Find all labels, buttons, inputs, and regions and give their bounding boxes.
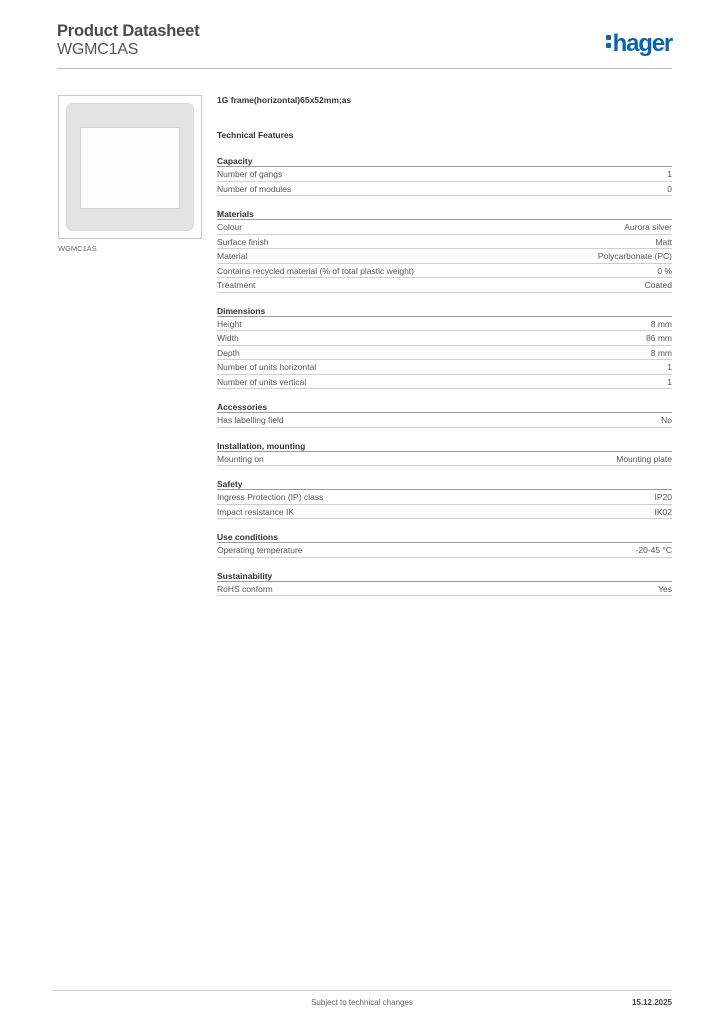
table-row [217, 235, 672, 250]
section-title: Sustainability [217, 571, 672, 582]
table-row [217, 264, 672, 279]
section-title: Safety [217, 479, 672, 490]
row-label: Colour [217, 222, 243, 232]
table-row [217, 182, 672, 197]
footer-divider [52, 990, 672, 991]
row-value: Polycarbonate (PC) [597, 251, 672, 261]
table-row [217, 331, 672, 346]
row-label: Height [217, 318, 242, 329]
feature-section [217, 441, 672, 467]
row-value: 0 [667, 183, 672, 194]
feature-section [217, 306, 672, 390]
row-value: Yes [658, 583, 672, 594]
row-label: Depth [217, 347, 240, 358]
feature-section [217, 532, 672, 558]
row-label: Treatment [217, 280, 256, 290]
row-value: Matt [655, 236, 672, 247]
datasheet-content [217, 95, 672, 596]
frame-icon [66, 103, 194, 231]
section-title: Dimensions [217, 306, 672, 317]
frame-opening [80, 127, 180, 209]
table-row [217, 278, 672, 293]
row-value: 0 % [657, 265, 672, 276]
table-row [217, 505, 672, 520]
row-label: Mounting on [217, 453, 264, 464]
table-row [217, 346, 672, 361]
table-row [217, 543, 672, 558]
footer-date: 15.12.2025 [631, 998, 672, 1007]
row-label: Ingress Protection (IP) class [217, 492, 324, 502]
table-row [217, 375, 672, 390]
table-row [217, 317, 672, 332]
page-header [57, 22, 672, 70]
row-label: RoHS conform [217, 583, 273, 594]
row-value: 1 [667, 169, 672, 179]
row-label: Operating temperature [217, 545, 303, 555]
row-label: Surface finish [217, 236, 269, 247]
hager-logo[interactable] [606, 30, 672, 58]
section-title: Capacity [217, 156, 672, 167]
row-label: Contains recycled material (% of total plastic weight) [217, 265, 414, 276]
product-image-caption: WGMC1AS [58, 244, 97, 253]
row-label: Impact resistance IK [217, 506, 295, 517]
table-row [217, 413, 672, 428]
table-row [217, 582, 672, 597]
row-value: No [661, 415, 672, 425]
row-label: Width [217, 333, 239, 343]
row-value: 1 [667, 376, 672, 387]
row-label: Has labelling field [217, 415, 284, 425]
section-title: Use conditions [217, 532, 672, 543]
header-divider [57, 68, 672, 69]
logo-colon-icon [606, 35, 612, 49]
table-row [217, 167, 672, 182]
product-reference: WGMC1AS [57, 41, 139, 58]
feature-section [217, 479, 672, 519]
row-value: 8 mm [650, 347, 672, 358]
row-value: -20-45 °C [635, 545, 672, 555]
row-label: Number of units horizontal [217, 362, 317, 372]
feature-section [217, 156, 672, 196]
row-label: Number of units vertical [217, 376, 307, 387]
table-row [217, 360, 672, 375]
table-row [217, 490, 672, 505]
technical-features-title: Technical Features [217, 130, 294, 140]
section-title: Accessories [217, 402, 672, 413]
feature-section [217, 209, 672, 293]
footer-note: Subject to technical changes [311, 998, 413, 1007]
table-row [217, 452, 672, 467]
table-row [217, 249, 672, 264]
row-label: Number of modules [217, 183, 292, 194]
row-value: 8 mm [650, 318, 672, 329]
row-value: 1 [667, 362, 672, 372]
product-image [58, 95, 202, 239]
table-row [217, 220, 672, 235]
logo-text: hager [612, 30, 672, 57]
row-value: Mounting plate [616, 453, 672, 464]
feature-sections [217, 156, 672, 596]
row-value: Coated [644, 280, 672, 290]
row-label: Material [217, 251, 248, 261]
document-title: Product Datasheet [57, 22, 200, 40]
feature-section [217, 402, 672, 428]
row-value: IP20 [654, 492, 672, 502]
product-description: 1G frame(horizontal)65x52mm;as [217, 95, 352, 105]
row-value: 86 mm [646, 333, 672, 343]
row-value: IK02 [654, 506, 672, 517]
row-label: Number of gangs [217, 169, 283, 179]
row-value: Aurora silver [624, 222, 672, 232]
feature-section [217, 571, 672, 597]
section-title: Installation, mounting [217, 441, 672, 452]
section-title: Materials [217, 209, 672, 220]
